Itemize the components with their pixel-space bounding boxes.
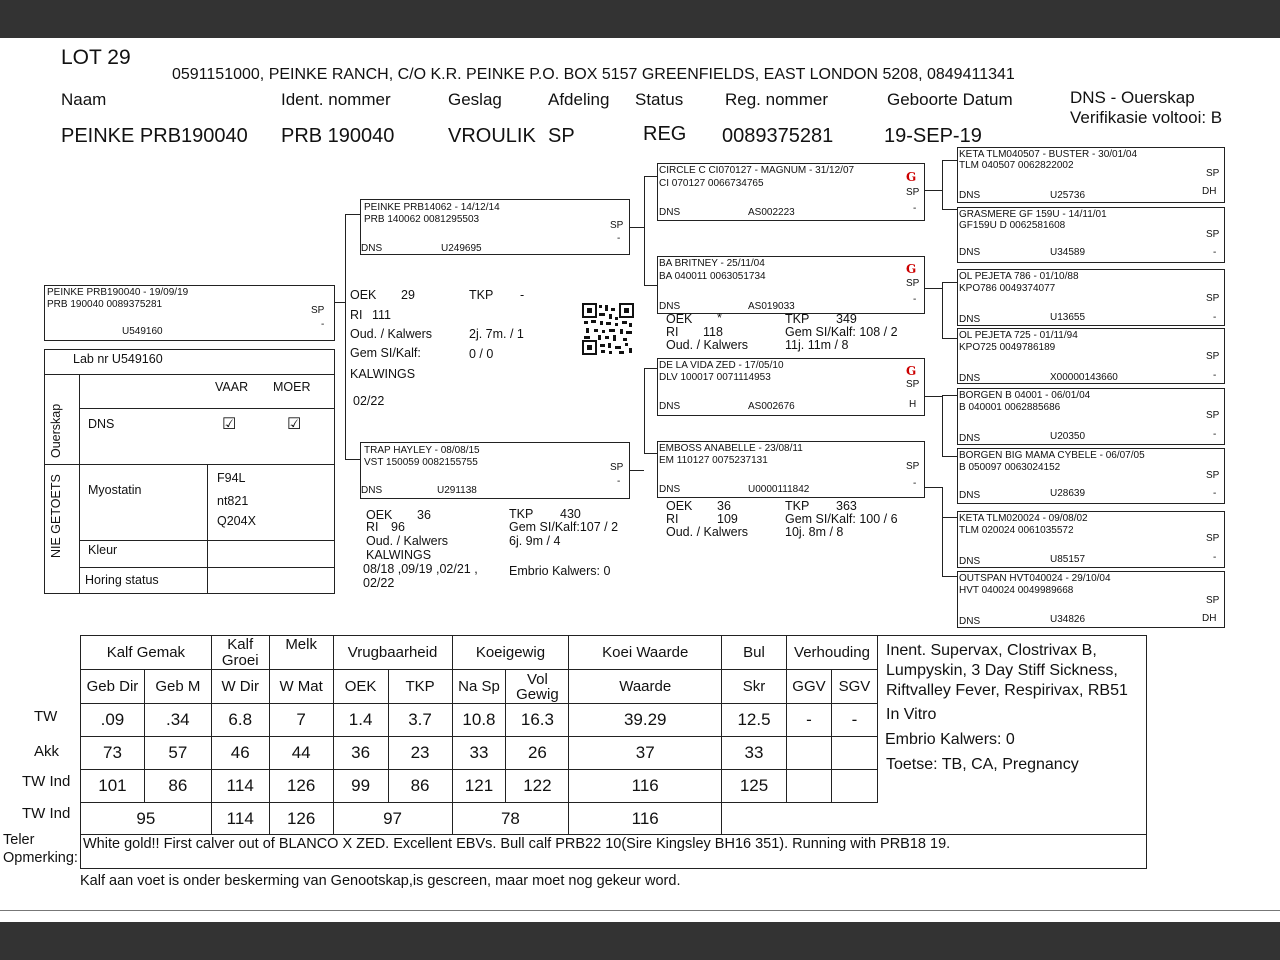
label-status: Status xyxy=(635,90,684,109)
gen2-3-dns-id: AS002676 xyxy=(748,401,795,412)
sire-sp: SP xyxy=(610,220,624,231)
dam-flag: - xyxy=(617,476,621,487)
table-row xyxy=(81,704,878,737)
dam-kalwings-2: 02/22 xyxy=(363,576,395,590)
gen3-6-dns-id: U28639 xyxy=(1050,488,1086,499)
akk-geb-dir: 73 xyxy=(81,737,145,770)
sire-dns-id: U249695 xyxy=(441,243,482,254)
gen3-2-name: GRASMERE GF 159U - 14/11/01 xyxy=(959,209,1107,220)
nie-getoets-label: NIE GETOETS xyxy=(49,474,63,558)
dam-sp: SP xyxy=(610,462,624,473)
dam-oud-label: Oud. / Kalwers xyxy=(366,534,448,548)
embrio-kalwers: Embrio Kalwers: 0 xyxy=(885,731,1015,748)
toetse: Toetse: TB, CA, Pregnancy xyxy=(886,756,1079,773)
remark-label-teler: Teler xyxy=(3,832,35,848)
sub-geb-dir: Geb Dir xyxy=(81,670,145,704)
gen3-4-name: OL PEJETA 725 - 01/11/94 xyxy=(959,330,1078,341)
akk-w-dir: 46 xyxy=(211,737,269,770)
tw-na-sp: 10.8 xyxy=(452,704,506,737)
myostatin-f94l: F94L xyxy=(217,471,246,485)
sire-name: PEINKE PRB14062 - 14/12/14 xyxy=(364,202,500,213)
label-naam: Naam xyxy=(61,90,107,109)
gen3-3-sp: SP xyxy=(1206,293,1220,304)
lab-nr: Lab nr U549160 xyxy=(73,352,163,366)
gen3-1-sp: SP xyxy=(1206,168,1220,179)
gen3-7-flag: - xyxy=(1213,552,1217,563)
moer-checkbox: ☑ xyxy=(287,416,302,433)
akk-waarde: 37 xyxy=(569,737,722,770)
breed-logo-icon: G xyxy=(906,262,917,276)
gen2-1-name: CIRCLE C CI070127 - MAGNUM - 31/12/07 xyxy=(659,165,855,176)
ind-na-sp: 121 xyxy=(452,770,506,803)
gd1-tkp-label: TKP xyxy=(785,312,810,326)
dam-dns-id: U291138 xyxy=(437,485,477,496)
subject-flag: - xyxy=(321,319,325,330)
gen3-1-flag: DH xyxy=(1202,186,1217,197)
bottom-bar xyxy=(0,922,1280,960)
gd1-ri: 118 xyxy=(703,325,723,339)
lab-moer: MOER xyxy=(273,380,311,394)
gd1-oud: 11j. 11m / 8 xyxy=(785,338,849,352)
value-status: REG xyxy=(643,123,687,145)
subj-ri-label: RI xyxy=(350,308,363,322)
top-bar xyxy=(0,0,1280,38)
sub-skr: Skr xyxy=(722,670,787,704)
gen3-7-dns-id: U85157 xyxy=(1050,554,1086,565)
sub-vol-gewig: Vol Gewig xyxy=(506,670,569,704)
gen3-8-name: OUTSPAN HVT040024 - 29/10/04 xyxy=(959,573,1111,584)
subj-gem-label: Gem SI/Kalf: xyxy=(350,346,421,360)
gen3-2-dns-id: U34589 xyxy=(1050,247,1086,258)
dam-card xyxy=(360,442,630,499)
subject-ident: PRB 190040 0089375281 xyxy=(47,299,163,310)
akk-skr: 33 xyxy=(722,737,787,770)
subject-dns-id: U549160 xyxy=(122,326,163,337)
gd1-ri-label: RI xyxy=(666,325,679,339)
table-row xyxy=(81,803,878,835)
gen3-7-name: KETA TLM020024 - 09/08/02 xyxy=(959,513,1088,524)
dam-ri-label: RI xyxy=(366,520,379,534)
value-geboorte: 19-SEP-19 xyxy=(884,125,982,147)
group-bul: Bul xyxy=(722,636,787,670)
ind-sgv xyxy=(831,770,877,803)
gen3-8-flag: DH xyxy=(1202,613,1217,624)
gen2-3-flag: H xyxy=(909,399,917,410)
gen3-8-dns-id: U34826 xyxy=(1050,614,1086,625)
gen3-1-dns-label: DNS xyxy=(959,190,981,201)
value-geslag: VROULIK xyxy=(448,125,536,147)
gd2-oud-label: Oud. / Kalwers xyxy=(666,525,748,539)
sire-card xyxy=(360,199,630,255)
gen3-7-sp: SP xyxy=(1206,533,1220,544)
dns-ouerskap: DNS - Ouerskap xyxy=(1070,88,1195,107)
inent-text: Inent. Supervax, Clostrivax B, Lumpyskin, 3 Day Stiff Sickness, Riftvalley Fever, Respirivax, RB51 xyxy=(886,642,1128,699)
gen2-3-sp: SP xyxy=(906,379,920,390)
sub-w-dir: W Dir xyxy=(211,670,269,704)
gen3-7-ident: TLM 020024 0061035572 xyxy=(959,525,1074,536)
gen3-4-dns-label: DNS xyxy=(959,373,981,384)
lab-vaar: VAAR xyxy=(215,380,249,394)
subj-ri: 111 xyxy=(372,308,392,322)
tw-waarde: 39.29 xyxy=(569,704,722,737)
myostatin-label: Myostatin xyxy=(88,483,142,497)
gd1-oek-label: OEK xyxy=(666,312,693,326)
tw-w-mat: 7 xyxy=(269,704,333,737)
group-verhouding: Verhouding xyxy=(786,636,877,670)
label-geboorte: Geboorte Datum xyxy=(887,90,1013,109)
gd1-gem: Gem SI/Kalf: 108 / 2 xyxy=(785,325,898,339)
gen3-4-dns-id: X00000143660 xyxy=(1050,372,1118,383)
row-label-tw: TW xyxy=(34,708,58,725)
gen2-1-sp: SP xyxy=(906,187,920,198)
gen3-5-dns-id: U20350 xyxy=(1050,431,1086,442)
subj-oek: 29 xyxy=(401,288,415,302)
gen2-3-name: DE LA VIDA ZED - 17/05/10 xyxy=(659,360,784,371)
lab-panel xyxy=(44,349,335,594)
label-geslag: Geslag xyxy=(448,90,502,109)
sub-waarde: Waarde xyxy=(569,670,722,704)
row-label-akk: Akk xyxy=(34,743,60,760)
tw-ggv: - xyxy=(786,704,831,737)
subj-kalwings-label: KALWINGS xyxy=(350,367,416,381)
sub-ggv: GGV xyxy=(786,670,831,704)
sire-flag: - xyxy=(617,233,621,244)
gen3-1-ident: TLM 040507 0062822002 xyxy=(959,160,1074,171)
vaar-checkbox: ☑ xyxy=(222,416,237,433)
tw-oek: 1.4 xyxy=(333,704,388,737)
gen3-1-name: KETA TLM040507 - BUSTER - 30/01/04 xyxy=(959,149,1138,160)
gen2-1-ident: CI 070127 0066734765 xyxy=(659,178,764,189)
ind-waarde: 116 xyxy=(569,770,722,803)
gd2-tkp-label: TKP xyxy=(785,499,810,513)
group-kalf-gemak: Kalf Gemak xyxy=(81,636,212,670)
dam-ident: VST 150059 0082155755 xyxy=(364,457,478,468)
value-ident: PRB 190040 xyxy=(281,125,395,147)
ind2-kalf-gemak: 95 xyxy=(81,803,212,835)
gd2-oud: 10j. 8m / 8 xyxy=(785,525,844,539)
gen2-4-flag: - xyxy=(913,478,917,489)
gen3-card-1 xyxy=(957,147,1225,203)
group-kalf-groei: Kalf Groei xyxy=(211,636,269,670)
gen2-4-dns-id: U0000111842 xyxy=(748,484,810,495)
gen3-3-flag: - xyxy=(1213,312,1217,323)
akk-w-mat: 44 xyxy=(269,737,333,770)
dam-kalwings-label: KALWINGS xyxy=(366,548,432,562)
gen3-card-2 xyxy=(957,207,1225,263)
gen2-2-sp: SP xyxy=(906,278,920,289)
gen3-6-name: BORGEN BIG MAMA CYBELE - 06/07/05 xyxy=(959,450,1145,461)
gd2-ri: 109 xyxy=(717,512,738,526)
tw-geb-dir: .09 xyxy=(81,704,145,737)
row-label-tw-ind: TW Ind xyxy=(22,773,71,790)
ind2-koeigewig: 78 xyxy=(452,803,569,835)
dam-name: TRAP HAYLEY - 08/08/15 xyxy=(364,445,480,456)
gen3-8-sp: SP xyxy=(1206,595,1220,606)
gd1-oud-label: Oud. / Kalwers xyxy=(666,338,748,352)
in-vitro: In Vitro xyxy=(886,706,937,723)
subj-oud: 2j. 7m. / 1 xyxy=(469,327,524,341)
gen3-card-4 xyxy=(957,328,1225,384)
verifikasie: Verifikasie voltooi: B xyxy=(1070,108,1223,127)
gd2-ri-label: RI xyxy=(666,512,679,526)
kleur-label: Kleur xyxy=(88,543,118,557)
sub-geb-m: Geb M xyxy=(144,670,211,704)
group-koei-waarde: Koei Waarde xyxy=(569,636,722,670)
ind2-w-mat: 126 xyxy=(269,803,333,835)
gen2-card-1 xyxy=(657,163,925,221)
lab-dns: DNS xyxy=(88,417,115,431)
group-koeigewig: Koeigewig xyxy=(452,636,569,670)
gen2-1-dns-id: AS002223 xyxy=(748,207,795,218)
catalogue-sheet xyxy=(0,38,1280,922)
ind-vol-gewig: 122 xyxy=(506,770,569,803)
gen3-8-ident: HVT 040024 0049989668 xyxy=(959,585,1074,596)
ind-w-mat: 126 xyxy=(269,770,333,803)
gen3-card-6 xyxy=(957,448,1225,504)
sub-sgv: SGV xyxy=(831,670,877,704)
gen3-8-dns-label: DNS xyxy=(959,616,981,627)
value-reg: 0089375281 xyxy=(722,125,834,147)
myostatin-q204x: Q204X xyxy=(217,514,256,528)
gd1-tkp: 349 xyxy=(836,312,857,326)
ind-w-dir: 114 xyxy=(211,770,269,803)
remark-label-opmerking: Opmerking: xyxy=(3,850,78,866)
gen3-2-sp: SP xyxy=(1206,229,1220,240)
gd1-oek: * xyxy=(717,311,722,325)
gen2-3-dns-label: DNS xyxy=(659,401,681,412)
notes-panel xyxy=(878,635,1147,835)
gen2-2-ident: BA 040011 0063051734 xyxy=(659,271,766,282)
gen2-3-ident: DLV 100017 0071114953 xyxy=(659,372,771,383)
sub-na-sp: Na Sp xyxy=(452,670,506,704)
gen2-2-flag: - xyxy=(913,294,917,305)
subj-oud-label: Oud. / Kalwers xyxy=(350,327,432,341)
breed-logo-icon: G xyxy=(906,170,917,184)
akk-vol-gewig: 26 xyxy=(506,737,569,770)
akk-geb-m: 57 xyxy=(144,737,211,770)
group-vrugbaarheid: Vrugbaarheid xyxy=(333,636,452,670)
gen3-card-5 xyxy=(957,388,1225,445)
dam-gem: Gem SI/Kalf:107 / 2 xyxy=(509,520,619,534)
sub-oek: OEK xyxy=(333,670,388,704)
gen3-card-3 xyxy=(957,269,1225,326)
dam-dns-label: DNS xyxy=(361,485,383,496)
dam-tkp-label: TKP xyxy=(509,507,534,521)
subj-kalwings: 02/22 xyxy=(353,394,385,408)
gen2-card-4 xyxy=(657,441,925,498)
lot-number: LOT 29 xyxy=(61,46,131,69)
ind2-w-dir: 114 xyxy=(211,803,269,835)
gen2-4-dns-label: DNS xyxy=(659,484,681,495)
gen3-1-dns-id: U25736 xyxy=(1050,190,1086,201)
dam-embrio: Embrio Kalwers: 0 xyxy=(509,564,611,578)
gen2-4-ident: EM 110127 0075237131 xyxy=(659,455,768,466)
gen3-5-ident: B 040001 0062885686 xyxy=(959,402,1061,413)
tw-skr: 12.5 xyxy=(722,704,787,737)
gen3-3-dns-label: DNS xyxy=(959,314,981,325)
sire-ident: PRB 140062 0081295503 xyxy=(364,214,480,225)
gen3-7-dns-label: DNS xyxy=(959,556,981,567)
gen3-3-name: OL PEJETA 786 - 01/10/88 xyxy=(959,271,1079,282)
gd2-tkp: 363 xyxy=(836,499,857,513)
value-naam: PEINKE PRB190040 xyxy=(61,125,248,147)
gen3-6-flag: - xyxy=(1213,488,1217,499)
gen3-6-dns-label: DNS xyxy=(959,490,981,501)
subj-gem: 0 / 0 xyxy=(469,347,494,361)
ind-oek: 99 xyxy=(333,770,388,803)
dam-ri: 96 xyxy=(391,520,405,534)
subject-sp: SP xyxy=(311,305,325,316)
owner-address: 0591151000, PEINKE RANCH, C/O K.R. PEINKE P.O. BOX 5157 GREENFIELDS, EAST LONDON 5208, 0849411341 xyxy=(172,66,1015,83)
label-reg: Reg. nommer xyxy=(725,90,828,109)
row-label-tw-ind-2: TW Ind xyxy=(22,805,71,822)
akk-sgv xyxy=(831,737,877,770)
tw-sgv: - xyxy=(831,704,877,737)
gen3-card-7 xyxy=(957,511,1225,568)
tw-vol-gewig: 16.3 xyxy=(506,704,569,737)
akk-na-sp: 33 xyxy=(452,737,506,770)
dam-oek-label: OEK xyxy=(366,508,393,522)
gen3-6-ident: B 050097 0063024152 xyxy=(959,462,1061,473)
gen3-4-sp: SP xyxy=(1206,351,1220,362)
subj-oek-label: OEK xyxy=(350,288,377,302)
label-ident: Ident. nommer xyxy=(281,90,391,109)
tw-geb-m: .34 xyxy=(144,704,211,737)
table-row xyxy=(81,737,878,770)
gen3-3-dns-id: U13655 xyxy=(1050,312,1086,323)
sub-tkp: TKP xyxy=(388,670,452,704)
gen2-card-3 xyxy=(657,358,925,416)
gen2-2-dns-label: DNS xyxy=(659,301,681,312)
gen3-card-8 xyxy=(957,571,1225,628)
subj-tkp: - xyxy=(520,288,525,302)
myostatin-nt821: nt821 xyxy=(217,494,249,508)
qr-code xyxy=(582,303,634,355)
gen3-2-dns-label: DNS xyxy=(959,247,981,258)
akk-ggv xyxy=(786,737,831,770)
gen2-2-name: BA BRITNEY - 25/11/04 xyxy=(659,258,765,269)
value-afdeling: SP xyxy=(548,125,575,147)
gen2-2-dns-id: AS019033 xyxy=(748,301,795,312)
horing-label: Horing status xyxy=(85,573,159,587)
ind-skr: 125 xyxy=(722,770,787,803)
subject-card xyxy=(44,285,335,341)
subject-name: PEINKE PRB190040 - 19/09/19 xyxy=(47,287,189,298)
gen3-3-ident: KPO786 0049374077 xyxy=(959,283,1056,294)
dam-oud: 6j. 9m / 4 xyxy=(509,534,561,548)
gd2-gem: Gem SI/Kalf: 100 / 6 xyxy=(785,512,898,526)
subj-tkp-label: TKP xyxy=(469,288,494,302)
gen3-6-sp: SP xyxy=(1206,470,1220,481)
tw-tkp: 3.7 xyxy=(388,704,452,737)
ind-geb-dir: 101 xyxy=(81,770,145,803)
gd2-oek-label: OEK xyxy=(666,499,693,513)
ind-geb-m: 86 xyxy=(144,770,211,803)
ind-tkp: 86 xyxy=(388,770,452,803)
footer-note: Kalf aan voet is onder beskerming van Genootskap,is gescreen, maar moet nog gekeur word. xyxy=(80,873,681,889)
sire-dns-label: DNS xyxy=(361,243,383,254)
ebv-table xyxy=(80,635,878,835)
gen3-4-ident: KPO725 0049786189 xyxy=(959,342,1056,353)
ouerskap-label: Ouerskap xyxy=(49,403,63,458)
remark-text: White gold!! First calver out of BLANCO X ZED. Excellent EBVs. Bull calf PRB22 10(Sire Kingsley BH16 351). Running with PRB18 19. xyxy=(83,836,951,852)
dam-oek: 36 xyxy=(417,508,431,522)
gen3-2-ident: GF159U D 0062581608 xyxy=(959,220,1066,231)
gen3-5-name: BORGEN B 04001 - 06/01/04 xyxy=(959,390,1091,401)
akk-tkp: 23 xyxy=(388,737,452,770)
ind-ggv xyxy=(786,770,831,803)
gen3-5-dns-label: DNS xyxy=(959,433,981,444)
gen2-4-name: EMBOSS ANABELLE - 23/08/11 xyxy=(659,443,803,454)
ind2-waarde: 116 xyxy=(569,803,722,835)
label-afdeling: Afdeling xyxy=(548,90,610,109)
gd2-oek: 36 xyxy=(717,499,731,513)
tw-w-dir: 6.8 xyxy=(211,704,269,737)
gen3-5-sp: SP xyxy=(1206,410,1220,421)
group-melk: Melk xyxy=(269,636,333,670)
table-row xyxy=(81,770,878,803)
gen3-2-flag: - xyxy=(1213,247,1217,258)
breed-logo-icon: G xyxy=(906,364,917,378)
gen2-4-sp: SP xyxy=(906,461,920,472)
dam-tkp: 430 xyxy=(560,507,581,521)
remark-box xyxy=(80,834,1147,869)
gen3-5-flag: - xyxy=(1213,429,1217,440)
gen2-card-2 xyxy=(657,256,925,314)
gen3-4-flag: - xyxy=(1213,370,1217,381)
ind2-vrugbaarheid: 97 xyxy=(333,803,452,835)
akk-oek: 36 xyxy=(333,737,388,770)
gen2-1-dns-label: DNS xyxy=(659,207,681,218)
sub-w-mat: W Mat xyxy=(269,670,333,704)
gen2-1-flag: - xyxy=(913,203,917,214)
dam-kalwings: 08/18 ,09/19 ,02/21 , xyxy=(363,562,478,576)
